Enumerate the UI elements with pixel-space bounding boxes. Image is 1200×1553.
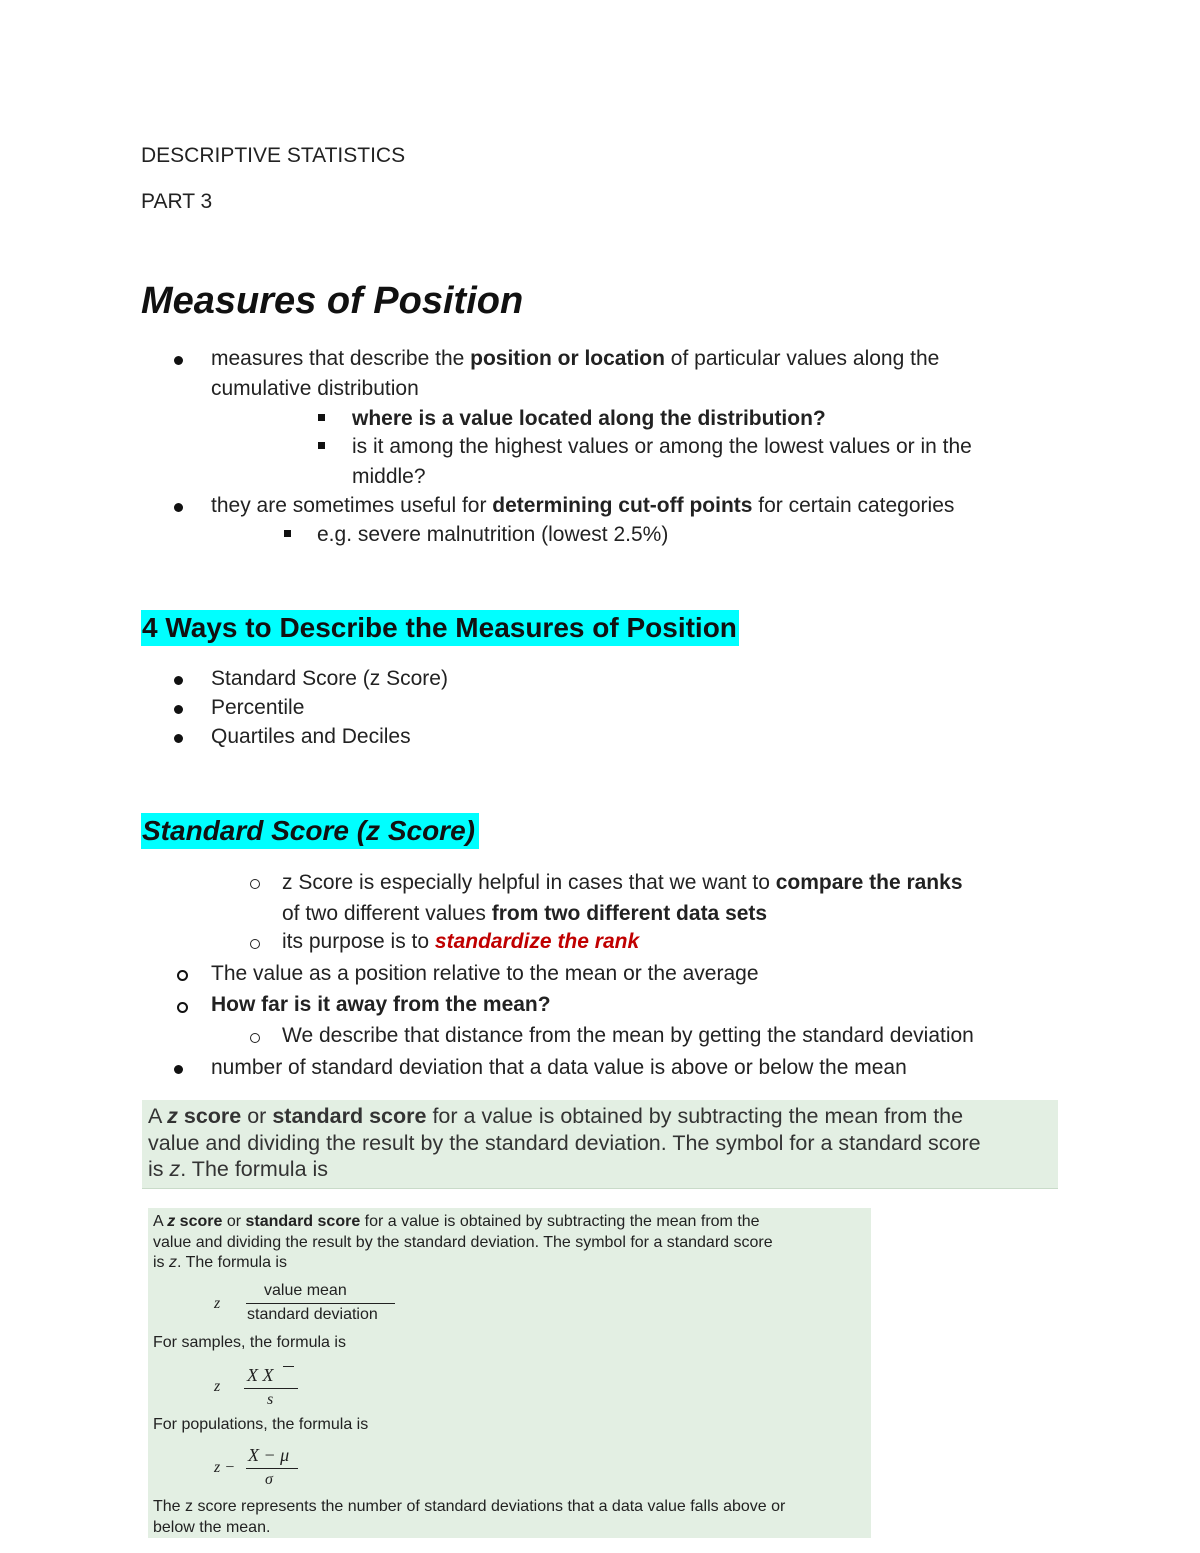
list-item: Standard Score (z Score)	[211, 667, 448, 690]
text: is	[148, 1157, 170, 1181]
definition-line	[148, 1104, 963, 1129]
bullet-square-icon	[318, 414, 325, 421]
formula-caption: For samples, the formula is	[153, 1334, 346, 1351]
formula-z: z −	[214, 1459, 236, 1476]
heading-standard-score: Standard Score (z Score)	[141, 813, 479, 849]
bullet-dot-icon	[174, 705, 183, 714]
list-item: number of standard deviation that a data value is above or below the mean	[211, 1056, 907, 1079]
bullet-dot-icon	[174, 356, 183, 365]
text-bold: standard score	[245, 1213, 361, 1230]
doc-title: DESCRIPTIVE STATISTICS	[141, 144, 406, 167]
definition-box-large	[142, 1100, 1058, 1189]
x-bar-overline	[283, 1366, 294, 1367]
bullet-square-icon	[284, 530, 291, 537]
list-item	[282, 930, 639, 954]
text-italic: z	[169, 1254, 177, 1271]
bullet-dot-icon	[174, 503, 183, 512]
formula-footnote: below the mean.	[153, 1519, 271, 1536]
definition-line	[153, 1254, 287, 1272]
formula-z: z	[214, 1295, 221, 1312]
list-item: Percentile	[211, 696, 305, 719]
formula-denominator: s	[267, 1391, 274, 1408]
text-bold: z	[167, 1104, 178, 1128]
bullet-circle-icon	[250, 939, 260, 949]
text-bold: from two different data sets	[491, 902, 768, 925]
bullet-dot-icon	[174, 734, 183, 743]
list-item	[211, 347, 939, 371]
bullet-circle-icon	[250, 879, 260, 889]
list-item: We describe that distance from the mean by getting the standard deviation	[282, 1024, 974, 1047]
text-bold: score	[175, 1213, 223, 1230]
list-item: The value as a position relative to the mean or the average	[211, 962, 759, 985]
list-item-cont: cumulative distribution	[211, 377, 419, 400]
sub-list-item: e.g. severe malnutrition (lowest 2.5%)	[317, 523, 669, 546]
list-item: How far is it away from the mean?	[211, 993, 551, 1016]
list-item-cont	[282, 902, 767, 926]
fraction-bar	[246, 1468, 298, 1469]
text: A	[148, 1104, 168, 1128]
fraction-bar	[246, 1303, 395, 1304]
text-italic: z	[169, 1157, 181, 1181]
text-bold: position or location	[470, 347, 665, 370]
text: z Score is especially helpful in cases that we want to	[282, 871, 776, 894]
bullet-circle-icon	[177, 970, 188, 981]
bullet-dot-icon	[174, 676, 183, 685]
text: of particular values along the	[664, 347, 940, 370]
text-bold: standard score	[272, 1104, 427, 1128]
text: is	[153, 1254, 169, 1271]
list-item	[211, 494, 954, 518]
formula-z: z	[214, 1378, 221, 1395]
sub-list-item-cont: middle?	[352, 465, 426, 488]
text-bold: z	[167, 1213, 176, 1230]
text-red-emphasis: standardize the rank	[434, 930, 640, 953]
text-bold: determining cut-off points	[492, 494, 753, 517]
definition-box-formulas	[148, 1208, 871, 1538]
formula-numerator: value mean	[264, 1282, 347, 1299]
bullet-circle-icon	[177, 1002, 188, 1013]
text: . The formula is	[177, 1254, 287, 1271]
text: its purpose is to	[282, 930, 435, 953]
text: measures that describe the	[211, 347, 471, 370]
text-bold: compare the ranks	[775, 871, 963, 894]
definition-line: value and dividing the result by the standard deviation. The symbol for a standard score	[153, 1234, 773, 1251]
definition-line: value and dividing the result by the standard deviation. The symbol for a standard score	[148, 1131, 981, 1155]
text: for a value is obtained by subtracting the mean from the	[360, 1213, 760, 1230]
doc-part: PART 3	[141, 190, 213, 213]
heading-4-ways: 4 Ways to Describe the Measures of Position	[141, 610, 739, 646]
text-bold: score	[177, 1104, 242, 1128]
heading-measures-of-position: Measures of Position	[141, 280, 524, 322]
text: for certain categories	[752, 494, 955, 517]
text: they are sometimes useful for	[211, 494, 493, 517]
formula-footnote: The z score represents the number of standard deviations that a data value falls above or	[153, 1498, 786, 1515]
text: . The formula is	[180, 1157, 329, 1181]
fraction-bar	[244, 1388, 298, 1389]
text: of two different values	[282, 902, 492, 925]
text: for a value is obtained by subtracting the mean from the	[426, 1104, 964, 1128]
definition-line	[148, 1157, 328, 1182]
formula-denominator: σ	[265, 1471, 273, 1488]
list-item	[282, 871, 963, 895]
sub-list-item: where is a value located along the distribution?	[352, 407, 826, 430]
formula-caption: For populations, the formula is	[153, 1416, 369, 1433]
bullet-dot-icon	[174, 1065, 183, 1074]
bullet-circle-icon	[250, 1033, 260, 1043]
list-item: Quartiles and Deciles	[211, 725, 411, 748]
sub-list-item: is it among the highest values or among the lowest values or in the	[352, 435, 972, 458]
definition-line	[153, 1213, 760, 1231]
formula-numerator: X − μ	[248, 1445, 290, 1465]
formula-denominator: standard deviation	[247, 1306, 378, 1323]
formula-numerator: X X	[247, 1365, 274, 1385]
text: or	[241, 1104, 273, 1128]
bullet-square-icon	[318, 442, 325, 449]
text: or	[222, 1213, 246, 1230]
text: A	[153, 1213, 168, 1230]
